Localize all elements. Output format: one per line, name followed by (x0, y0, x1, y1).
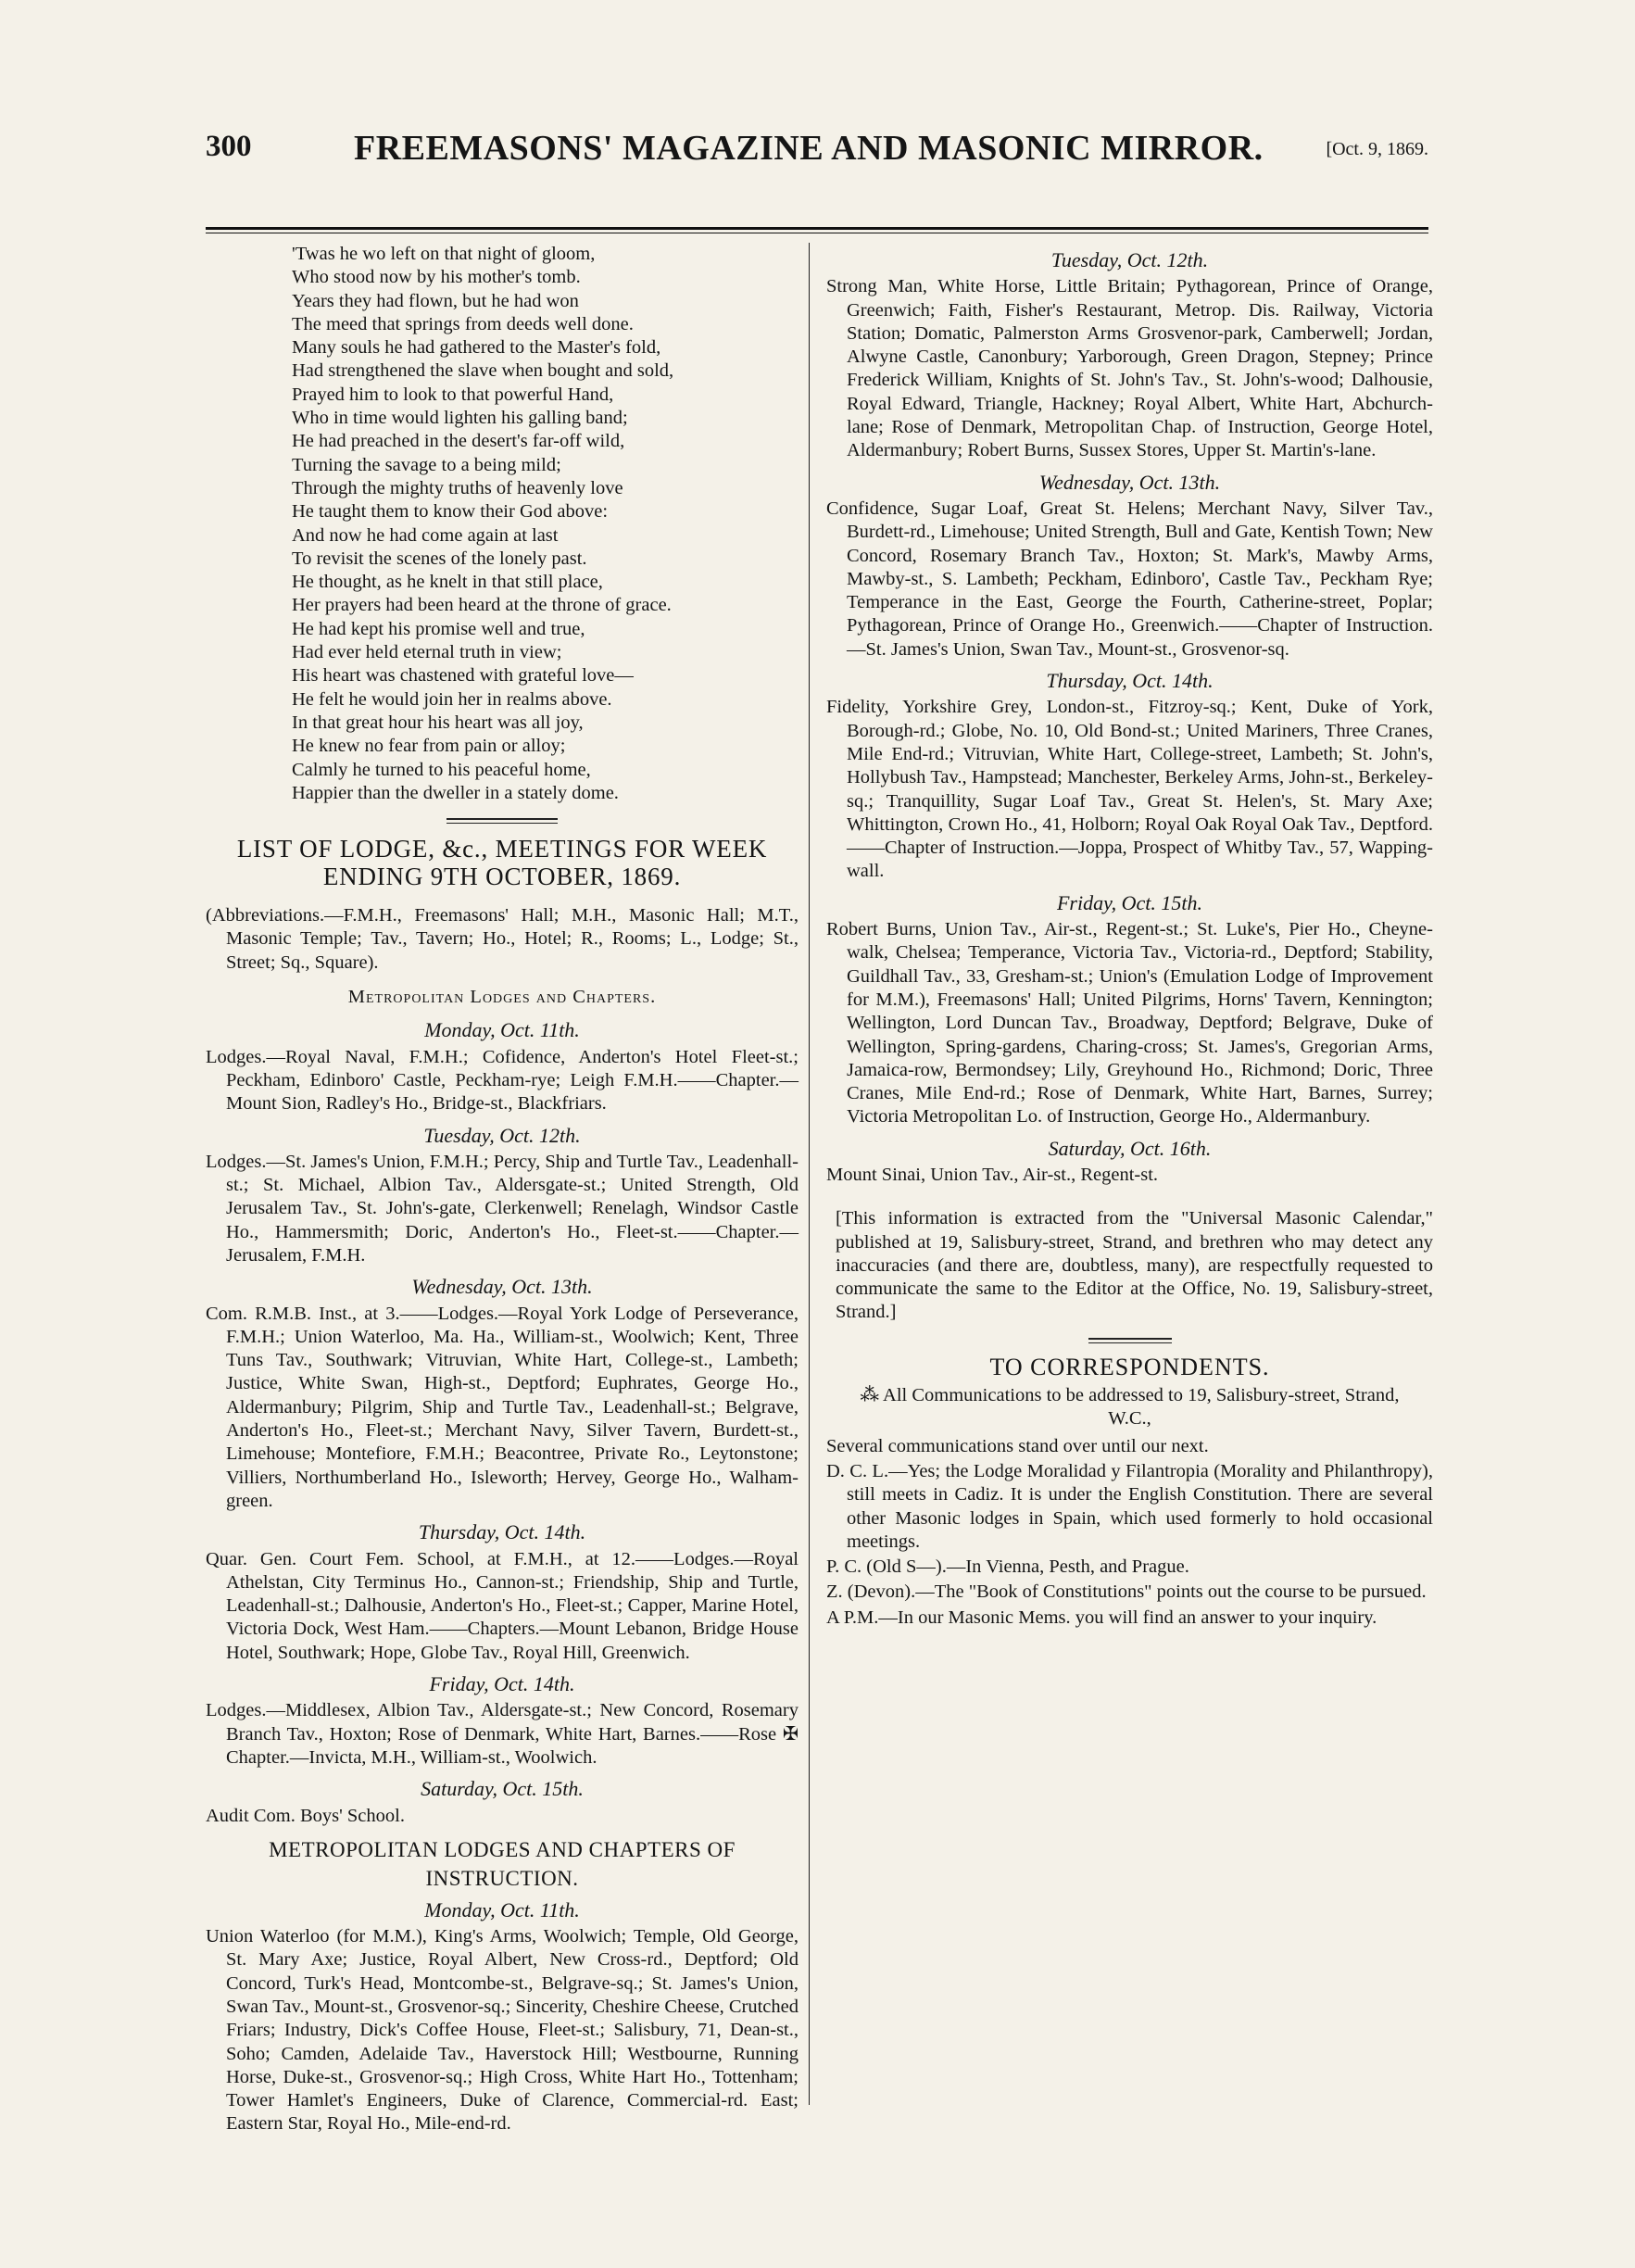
instruction-heading-line2: INSTRUCTION. (425, 1866, 579, 1890)
day-heading: Saturday, Oct. 15th. (421, 1777, 584, 1801)
poem-line: To revisit the scenes of the lonely past. (292, 548, 587, 569)
meeting-entry: Union Waterloo (for M.M.), King's Arms, Woolwich; Temple, Old George, St. Mary Axe; Justice, Royal Albert, New Cross-rd., Deptford; Old Concord, Turk's Head, Montcombe-st., Belgrave-sq.; St. James's Union, Swan Tav., Mount-st., Grosvenor-sq.; Sincerity, Cheshire Cheese, Crutched Friars; Industry, Dick's Coffee House, Fleet-st.; Salisbury, 71, Dean-st., Soho; Camden, Adelaide Tav., Haverstock Hill; Westbourne, Running Horse, Duke-st., Grosvenor-sq.; High Cross, White Hart Ho., Tottenham; Tower Hamlet's Engineers, Duke of Clarence, Commercial-rd. East; Eastern Star, Royal Ho., Mile-end-rd. (206, 1926, 799, 2135)
left-column (206, 243, 799, 2138)
poem-line: He felt he would join her in realms above. (292, 688, 612, 710)
day-heading: Friday, Oct. 15th. (1056, 890, 1203, 914)
poem (292, 243, 799, 805)
correspondent-item: D. C. L.—Yes; the Lodge Moralidad y Filantropia (Morality and Philanthropy), still meets in Cadiz. It is under the English Constitution. There are several other Masonic lodges in Spain, which used formerly to hold occasional meetings. (826, 1460, 1433, 1552)
poem-line: Who stood now by his mother's tomb. (292, 267, 581, 288)
issue-date: [Oct. 9, 1869. (1326, 139, 1428, 159)
poem-line: In that great hour his heart was all joy, (292, 712, 584, 733)
poem-line: Had strengthened the slave when bought and sold, (292, 360, 674, 382)
abbreviations: (Abbreviations.—F.M.H., Freemasons' Hall; M.H., Masonic Hall; M.T., Masonic Temple; Tav., Tavern; Ho., Hotel; R., Rooms; L., Lodge; St., Street; Sq., Square). (206, 905, 799, 973)
correspondent-item: P. C. (Old S—).—In Vienna, Pesth, and Prague. (826, 1556, 1189, 1578)
poem-line: Who in time would lighten his galling band; (292, 408, 628, 429)
day-heading: Thursday, Oct. 14th. (1046, 669, 1214, 693)
meeting-entry: Robert Burns, Union Tav., Air-st., Regent-st.; St. Luke's, Pier Ho., Cheyne-walk, Chelsea; Temperance, Victoria Tav., Victoria-rd., Deptford; Stability, Guildhall Tav., 33, Gresham-st.; Union's (Emulation Lodge of Improvement for M.M.), Freemasons' Hall; United Pilgrims, Horns' Tavern, Kennington; Wellington, Lord Duncan Tav., Broadway, Deptford; Belgrave, Duke of Wellington, Spring-gardens, Charing-cross; St. James's, Gregorian Arms, Jamaica-row, Bermondsey; Lily, Greyhound Ho., Richmond; Doric, Three Cranes, Mile End-rd.; Rose of Denmark, White Hart, Barnes, Surrey; Victoria Metropolitan Lo. of Instruction, George Ho., Aldermanbury. (826, 919, 1433, 1128)
page-title: FREEMASONS' MAGAZINE AND MASONIC MIRROR. (354, 129, 1264, 168)
poem-line: Calmly he turned to his peaceful home, (292, 759, 591, 780)
header-rule (206, 227, 1428, 230)
meeting-entry: Strong Man, White Horse, Little Britain; Pythagorean, Prince of Orange, Greenwich; Faith, Fisher's Restaurant, Metrop. Dis. Railway, Victoria Station; Domatic, Palmerston Arms Grosvenor-park, Camberwell; Jordan, Alwyne Castle, Canonbury; Yarborough, Green Dragon, Stepney; Prince Frederick William, Knights of St. John's Tav., St. John's-wood; Dalhousie, Royal Edward, Triangle, Hackney; Royal Albert, White Hart, Abchurch-lane; Rose of Denmark, Metropolitan Chap. of Instruction, George Hotel, Aldermanbury; Robert Burns, Sussex Stores, Upper St. Martin's-lane. (826, 276, 1433, 461)
meeting-entry: Fidelity, Yorkshire Grey, London-st., Fitzroy-sq.; Kent, Duke of York, Borough-rd.; Globe, No. 10, Old Bond-st.; United Mariners, Three Cranes, Mile End-rd.; Vitruvian, White Hart, College-street, Lambeth; St. John's, Hollybush Tav., Hampstead; Manchester, Berkeley Arms, John-st., Berkeley-sq.; Tranquillity, Sugar Loaf Tav., Great St. Helen's, St. Mary Axe; Whittington, Crown Ho., 41, Holborn; Royal Oak Royal Oak Tav., Deptford.——Chapter of Instruction.—Joppa, Prospect of Whitby Tav., 57, Wapping-wall. (826, 697, 1433, 882)
meeting-entry: Lodges.—Middlesex, Albion Tav., Aldersgate-st.; New Concord, Rosemary Branch Tav., Hoxton; Rose of Denmark, White Hart, Barnes.——Rose ✠ Chapter.—Invicta, M.H., William-st., Woolwich. (206, 1700, 799, 1768)
meeting-entry: Confidence, Sugar Loaf, Great St. Helens; Merchant Navy, Silver Tav., Burdett-rd., Limehouse; United Strength, Bull and Gate, Kentish Town; New Concord, Rosemary Branch Tav., Hoxton; St. Mark's, Mawby Arms, Mawby-st., S. Lambeth; Peckham, Edinboro', Castle Tav., Peckham Rye; Temperance in the East, George the Fourth, Catherine-street, Poplar; Pythagorean, Prince of Orange Ho., Greenwich.——Chapter of Instruction.—St. James's Union, Swan Tav., Mount-st., Grosvenor-sq. (826, 498, 1433, 660)
correspondent-item: A P.M.—In our Masonic Mems. you will find an answer to your inquiry. (826, 1606, 1377, 1628)
column-divider (809, 243, 810, 2105)
poem-line: Years they had flown, but he had won (292, 290, 579, 311)
section-separator (446, 818, 558, 824)
meeting-entry: Lodges.—Royal Naval, F.M.H.; Cofidence, Anderton's Hotel Fleet-st.; Peckham, Edinboro' Castle, Peckham-rye; Leigh F.M.H.——Chapter.—Mount Sion, Radley's Ho., Bridge-st., Blackfriars. (206, 1046, 799, 1115)
section-separator (1088, 1338, 1172, 1343)
metro-heading: Metropolitan Lodges and Chapters. (347, 987, 657, 1008)
meeting-entry: Mount Sinai, Union Tav., Air-st., Regent-st. (826, 1164, 1159, 1185)
meeting-entry: Lodges.—St. James's Union, F.M.H.; Percy, Ship and Turtle Tav., Leadenhall-st.; St. Michael, Albion Tav., Aldersgate-st.; United Strength, Old Jerusalem Tav., St. John's-gate, Clerkenwell; Renelagh, Windsor Castle Ho., Hammersmith; Doric, Anderton's Ho., Fleet-st.——Chapter.—Jerusalem, F.M.H. (206, 1151, 799, 1266)
poem-line: Had ever held eternal truth in view; (292, 642, 562, 663)
correspondents-address: ⁂ All Communications to be addressed to 19, Salisbury-street, Strand, W.C., (860, 1385, 1400, 1430)
correspondent-item: Z. (Devon).—The "Book of Constitutions" points out the course to be pursued. (826, 1581, 1427, 1603)
meeting-entry: Quar. Gen. Court Fem. School, at F.M.H., at 12.——Lodges.—Royal Athelstan, City Terminus Ho., Cannon-st.; Friendship, Ship and Turtle, Leadenhall-st.; Dalhousie, Anderton's Ho., Fleet-st.; Capper, Marine Hotel, Victoria Dock, West Ham.——Chapters.—Mount Lebanon, Bridge House Hotel, Southwark; Hope, Globe Tav., Royal Hill, Greenwich. (206, 1548, 799, 1663)
source-note: [This information is extracted from the "Universal Masonic Calendar," published at 19, Salisbury-street, Strand, and brethren who may detect any inaccuracies (and there are, doubtless, many), are respectfully requested to communicate the same to the Editor at the Office, No. 19, Salisbury-street, Strand.] (836, 1208, 1433, 1323)
day-heading: Wednesday, Oct. 13th. (1038, 470, 1221, 494)
list-heading-line2: ENDING 9TH OCTOBER, 1869. (322, 863, 682, 891)
poem-line: He had preached in the desert's far-off wild, (292, 431, 625, 452)
poem-line: Through the mighty truths of heavenly love (292, 477, 623, 498)
right-column (826, 248, 1433, 1632)
poem-line: 'Twas he wo left on that night of gloom, (292, 244, 596, 264)
day-heading: Tuesday, Oct. 12th. (423, 1123, 581, 1147)
poem-line: Prayed him to look to that powerful Hand, (292, 384, 614, 405)
page-number: 300 (206, 130, 252, 163)
poem-line: He knew no fear from pain or alloy; (292, 736, 566, 757)
day-heading: Monday, Oct. 11th. (424, 1018, 580, 1042)
page-header (206, 119, 1428, 174)
poem-line: He thought, as he knelt in that still place, (292, 572, 603, 593)
correspondents-heading: TO CORRESPONDENTS. (989, 1353, 1270, 1380)
poem-line: His heart was chastened with grateful love— (292, 665, 634, 687)
list-heading: LIST OF LODGE, &c., MEETINGS FOR WEEK (236, 835, 768, 863)
meeting-entry: Audit Com. Boys' School. (206, 1805, 405, 1826)
poem-line: He had kept his promise well and true, (292, 618, 585, 639)
poem-line: Her prayers had been heard at the throne of grace. (292, 595, 672, 616)
day-heading: Monday, Oct. 11th. (424, 1897, 580, 1922)
poem-line: Turning the savage to a being mild; (292, 454, 561, 475)
meeting-entry: Com. R.M.B. Inst., at 3.——Lodges.—Royal York Lodge of Perseverance, F.M.H.; Union Waterloo, Ma. Ha., William-st., Woolwich; Kent, Three Tuns Tav., Southwark; Vitruvian, White Hart, College-st., Lambeth; Justice, White Swan, High-st., Deptford; Euphrates, George Ho., Aldermanbury; Pilgrim, Ship and Turtle Tav., Leadenhall-st.; Belgrave, Anderton's Ho., Fleet-st.; Merchant Navy, Silver Tavern, Burdett-st., Limehouse; Montefiore, F.M.H.; Beacontree, Private Ro., Leytonstone; Villiers, Northumberland Ho., Isleworth; Hervey, George Ho., Walham-green. (206, 1303, 799, 1511)
day-heading: Saturday, Oct. 16th. (1048, 1136, 1212, 1160)
poem-line: The meed that springs from deeds well done. (292, 313, 634, 334)
poem-line: He taught them to know their God above: (292, 501, 609, 523)
day-heading: Friday, Oct. 14th. (429, 1672, 575, 1696)
day-heading: Thursday, Oct. 14th. (418, 1520, 586, 1544)
correspondent-item: Several communications stand over until our next. (826, 1435, 1209, 1456)
poem-line: Happier than the dweller in a stately dome. (292, 782, 619, 803)
poem-line: Many souls he had gathered to the Master's fold, (292, 337, 661, 359)
day-heading: Tuesday, Oct. 12th. (1050, 248, 1209, 271)
instruction-heading: METROPOLITAN LODGES AND CHAPTERS OF (269, 1837, 736, 1861)
day-heading: Wednesday, Oct. 13th. (411, 1275, 593, 1299)
poem-line: And now he had come again at last (292, 524, 559, 546)
